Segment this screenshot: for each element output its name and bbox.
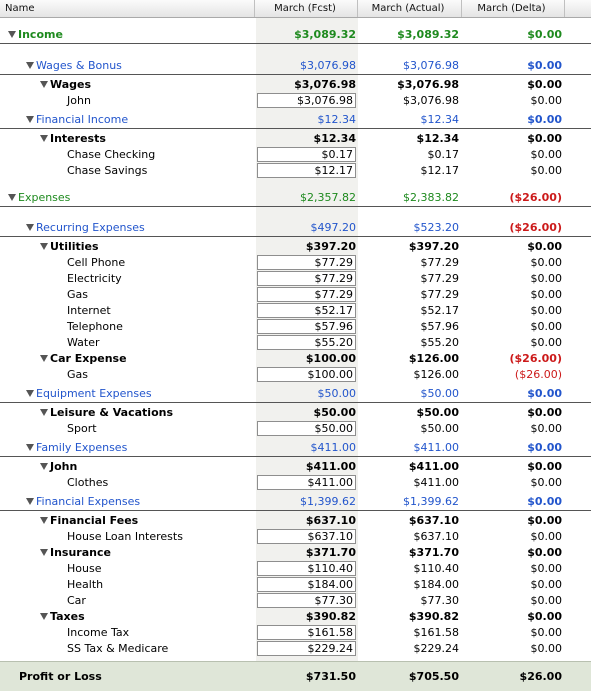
forecast-cell: $390.82 [305,610,356,623]
line-item-row[interactable] [0,319,591,335]
forecast-cell: $3,076.98 [300,59,356,72]
forecast-input[interactable]: $411.00 [257,475,356,490]
delta-cell: $0.00 [530,304,562,317]
line-item-row[interactable] [0,335,591,351]
column-header-actual[interactable]: March (Actual) [358,0,462,17]
group-underline [0,206,591,207]
delta-cell: $0.00 [527,546,562,559]
column-header-forecast[interactable]: March (Fcst) [255,0,358,17]
forecast-cell: $411.00 [310,441,356,454]
actual-cell: $50.00 [420,387,459,400]
forecast-cell: $371.70 [305,546,356,559]
actual-cell: $126.00 [413,368,459,381]
row-label: House Loan Interests [67,530,183,543]
category-row[interactable] [0,220,591,236]
row-label: Income Tax [67,626,130,639]
actual-cell: $57.96 [420,320,459,333]
row-label: Insurance [50,546,111,559]
forecast-cell[interactable] [256,641,358,657]
actual-cell: $3,076.98 [397,78,459,91]
disclosure-triangle-icon[interactable] [26,498,34,505]
disclosure-triangle-icon[interactable] [40,613,48,620]
actual-cell: $184.00 [413,578,459,591]
delta-cell: $0.00 [530,272,562,285]
actual-cell: $2,383.82 [403,191,459,204]
row-label: Car Expense [50,352,127,365]
disclosure-triangle-icon[interactable] [40,355,48,362]
forecast-cell[interactable] [256,163,358,179]
delta-cell: $0.00 [530,256,562,269]
forecast-input[interactable]: $229.24 [257,641,356,656]
forecast-input[interactable]: $161.58 [257,625,356,640]
disclosure-triangle-icon[interactable] [26,224,34,231]
disclosure-triangle-icon[interactable] [40,135,48,142]
disclosure-triangle-icon[interactable] [26,62,34,69]
delta-cell: $0.00 [530,288,562,301]
disclosure-triangle-icon[interactable] [40,463,48,470]
line-item-row[interactable] [0,641,591,657]
forecast-input[interactable]: $100.00 [257,367,356,382]
row-label: Income [18,28,63,41]
forecast-cell: $3,089.32 [294,28,356,41]
actual-cell: $411.00 [408,460,459,473]
actual-cell: $110.40 [413,562,459,575]
group-underline [0,43,591,44]
disclosure-triangle-icon[interactable] [40,243,48,250]
actual-cell: $77.29 [420,256,459,269]
delta-cell: ($26.00) [514,368,562,381]
delta-cell: $0.00 [527,514,562,527]
row-label: Equipment Expenses [36,387,152,400]
forecast-cell: $2,357.82 [300,191,356,204]
line-item-row[interactable] [0,163,591,179]
category-row[interactable] [0,513,591,529]
row-label: Financial Expenses [36,495,141,508]
category-row[interactable] [0,405,591,421]
delta-cell: $0.00 [530,642,562,655]
forecast-input[interactable]: $57.96 [257,319,356,334]
forecast-cell[interactable] [256,561,358,577]
delta-cell: ($26.00) [509,352,562,365]
actual-cell: $523.20 [413,221,459,234]
profit-or-loss-label: Profit or Loss [19,670,102,683]
row-name-cell [0,77,255,93]
forecast-cell[interactable] [256,625,358,641]
row-label: Family Expenses [36,441,128,454]
row-name-cell [0,131,255,147]
disclosure-triangle-icon[interactable] [26,116,34,123]
row-name-cell [0,93,255,109]
group-underline [0,74,591,75]
forecast-cell[interactable] [256,529,358,545]
category-row[interactable] [0,609,591,625]
profit-actual-value: $705.50 [408,670,459,683]
column-header-name[interactable]: Name [0,0,255,17]
forecast-input[interactable]: $50.00 [257,421,356,436]
delta-cell: $0.00 [527,441,562,454]
row-label: Expenses [18,191,71,204]
actual-cell: $12.34 [416,132,459,145]
row-name-cell [0,112,255,128]
forecast-cell[interactable] [256,93,358,109]
category-row[interactable] [0,190,591,206]
delta-cell: $0.00 [530,594,562,607]
line-item-row[interactable] [0,593,591,609]
forecast-cell[interactable] [256,593,358,609]
forecast-cell[interactable] [256,577,358,593]
profit-or-loss-row [0,661,591,691]
group-underline [0,128,591,129]
forecast-cell[interactable] [256,421,358,437]
delta-cell: $0.00 [527,78,562,91]
group-underline [0,402,591,403]
forecast-cell: $50.00 [317,387,356,400]
group-underline [0,456,591,457]
delta-cell: $0.00 [527,495,562,508]
row-label: Sport [67,422,97,435]
actual-cell: $3,076.98 [403,94,459,107]
row-name-cell [0,529,255,545]
row-label: Leisure & Vacations [50,406,173,419]
row-name-cell [0,255,255,271]
delta-cell: $0.00 [530,164,562,177]
line-item-row[interactable] [0,421,591,437]
row-label: Telephone [67,320,123,333]
delta-cell: $0.00 [527,240,562,253]
actual-cell: $77.30 [420,594,459,607]
row-label: Health [67,578,104,591]
row-name-cell [0,271,255,287]
group-underline [0,236,591,237]
category-row[interactable] [0,77,591,93]
forecast-input[interactable]: $110.40 [257,561,356,576]
line-item-row[interactable] [0,625,591,641]
category-row[interactable] [0,58,591,74]
row-label: Gas [67,368,88,381]
actual-cell: $77.29 [420,288,459,301]
line-item-row[interactable] [0,475,591,491]
row-name-cell [0,351,255,367]
actual-cell: $3,076.98 [403,59,459,72]
forecast-cell: $397.20 [305,240,356,253]
row-name-cell [0,440,255,456]
category-row[interactable] [0,494,591,510]
line-item-row[interactable] [0,93,591,109]
row-name-cell [0,609,255,625]
row-name-cell [0,545,255,561]
line-item-row[interactable] [0,367,591,383]
row-name-cell [0,239,255,255]
disclosure-triangle-icon[interactable] [8,194,16,201]
forecast-cell: $50.00 [313,406,356,419]
forecast-cell: $100.00 [305,352,356,365]
row-name-cell [0,287,255,303]
profit-delta-value: $26.00 [519,670,562,683]
row-name-cell [0,58,255,74]
row-label: Wages [50,78,92,91]
actual-cell: $1,399.62 [403,495,459,508]
actual-cell: $12.17 [420,164,459,177]
row-label: Utilities [50,240,99,253]
row-name-cell [0,303,255,319]
forecast-input[interactable]: $77.29 [257,271,356,286]
delta-cell: $0.00 [530,530,562,543]
delta-cell: ($26.00) [509,221,562,234]
forecast-input[interactable]: $55.20 [257,335,356,350]
forecast-cell[interactable] [256,367,358,383]
disclosure-triangle-icon[interactable] [26,390,34,397]
row-name-cell [0,593,255,609]
category-row[interactable] [0,27,591,43]
row-name-cell [0,319,255,335]
row-name-cell [0,513,255,529]
actual-cell: $390.82 [408,610,459,623]
forecast-cell[interactable] [256,335,358,351]
delta-cell: $0.00 [530,578,562,591]
row-name-cell [0,386,255,402]
line-item-row[interactable] [0,271,591,287]
row-label: House [67,562,102,575]
forecast-cell[interactable] [256,475,358,491]
row-label: Financial Fees [50,514,139,527]
delta-cell: $0.00 [530,562,562,575]
category-row[interactable] [0,131,591,147]
delta-cell: ($26.00) [509,191,562,204]
forecast-cell[interactable] [256,271,358,287]
actual-cell: $50.00 [416,406,459,419]
row-name-cell [0,147,255,163]
profit-forecast-value: $731.50 [305,670,356,683]
line-item-row[interactable] [0,577,591,593]
category-row[interactable] [0,239,591,255]
row-name-cell [0,27,255,43]
row-name-cell [0,561,255,577]
forecast-cell[interactable] [256,287,358,303]
forecast-cell: $3,076.98 [294,78,356,91]
delta-cell: $0.00 [530,320,562,333]
actual-cell: $0.17 [427,148,459,161]
row-label: Water [67,336,100,349]
row-label: Car [67,594,86,607]
delta-cell: $0.00 [527,113,562,126]
delta-cell: $0.00 [527,610,562,623]
delta-cell: $0.00 [527,387,562,400]
line-item-row[interactable] [0,303,591,319]
delta-cell: $0.00 [530,94,562,107]
line-item-row[interactable] [0,147,591,163]
actual-cell: $55.20 [420,336,459,349]
forecast-input[interactable]: $52.17 [257,303,356,318]
delta-cell: $0.00 [530,422,562,435]
row-name-cell [0,220,255,236]
category-row[interactable] [0,459,591,475]
row-label: Wages & Bonus [36,59,122,72]
row-label: Clothes [67,476,109,489]
actual-cell: $411.00 [413,441,459,454]
row-label: Recurring Expenses [36,221,145,234]
disclosure-triangle-icon[interactable] [26,444,34,451]
forecast-input[interactable]: $77.29 [257,255,356,270]
disclosure-triangle-icon[interactable] [40,409,48,416]
forecast-cell: $637.10 [305,514,356,527]
delta-cell: $0.00 [527,406,562,419]
forecast-input[interactable]: $0.17 [257,147,356,162]
row-name-cell [0,475,255,491]
row-label: Interests [50,132,106,145]
forecast-input[interactable]: $77.30 [257,593,356,608]
category-row[interactable] [0,351,591,367]
category-row[interactable] [0,386,591,402]
category-row[interactable] [0,112,591,128]
forecast-input[interactable]: $184.00 [257,577,356,592]
forecast-cell[interactable] [256,303,358,319]
forecast-input[interactable]: $12.17 [257,163,356,178]
delta-cell: $0.00 [530,336,562,349]
row-name-cell [0,459,255,475]
disclosure-triangle-icon[interactable] [40,549,48,556]
row-name-cell [0,641,255,657]
actual-cell: $637.10 [413,530,459,543]
line-item-row[interactable] [0,561,591,577]
actual-cell: $3,089.32 [397,28,459,41]
row-label: Internet [67,304,111,317]
actual-cell: $229.24 [413,642,459,655]
row-label: Cell Phone [67,256,126,269]
delta-cell: $0.00 [527,28,562,41]
forecast-cell: $12.34 [317,113,356,126]
group-underline [0,510,591,511]
row-label: SS Tax & Medicare [67,642,169,655]
line-item-row[interactable] [0,529,591,545]
row-name-cell [0,190,255,206]
delta-cell: $0.00 [530,626,562,639]
row-name-cell [0,405,255,421]
row-label: Electricity [67,272,122,285]
delta-cell: $0.00 [530,476,562,489]
row-name-cell [0,335,255,351]
forecast-input[interactable]: $3,076.98 [257,93,356,108]
delta-cell: $0.00 [527,460,562,473]
actual-cell: $77.29 [420,272,459,285]
row-label: Chase Savings [67,164,148,177]
forecast-cell: $1,399.62 [300,495,356,508]
line-item-row[interactable] [0,255,591,271]
actual-cell: $161.58 [413,626,459,639]
actual-cell: $411.00 [413,476,459,489]
forecast-input[interactable]: $77.29 [257,287,356,302]
disclosure-triangle-icon[interactable] [40,517,48,524]
row-label: Gas [67,288,88,301]
row-label: Financial Income [36,113,129,126]
row-name-cell [0,625,255,641]
row-label: Chase Checking [67,148,156,161]
row-label: Taxes [50,610,85,623]
delta-cell: $0.00 [530,148,562,161]
forecast-cell: $12.34 [313,132,356,145]
forecast-cell: $411.00 [305,460,356,473]
actual-cell: $12.34 [420,113,459,126]
actual-cell: $126.00 [408,352,459,365]
actual-cell: $50.00 [420,422,459,435]
row-label: John [50,460,78,473]
row-name-cell [0,577,255,593]
row-name-cell [0,163,255,179]
forecast-input[interactable]: $637.10 [257,529,356,544]
delta-cell: $0.00 [527,59,562,72]
delta-cell: $0.00 [527,132,562,145]
row-name-cell [0,494,255,510]
line-item-row[interactable] [0,287,591,303]
actual-cell: $371.70 [408,546,459,559]
category-row[interactable] [0,545,591,561]
row-name-cell [0,421,255,437]
forecast-cell[interactable] [256,255,358,271]
row-name-cell [0,367,255,383]
actual-cell: $52.17 [420,304,459,317]
actual-cell: $397.20 [408,240,459,253]
column-header-delta[interactable]: March (Delta) [462,0,565,17]
category-row[interactable] [0,440,591,456]
forecast-cell[interactable] [256,147,358,163]
disclosure-triangle-icon[interactable] [8,31,16,38]
actual-cell: $637.10 [408,514,459,527]
forecast-cell: $497.20 [310,221,356,234]
disclosure-triangle-icon[interactable] [40,81,48,88]
forecast-cell[interactable] [256,319,358,335]
row-label: John [67,94,91,107]
